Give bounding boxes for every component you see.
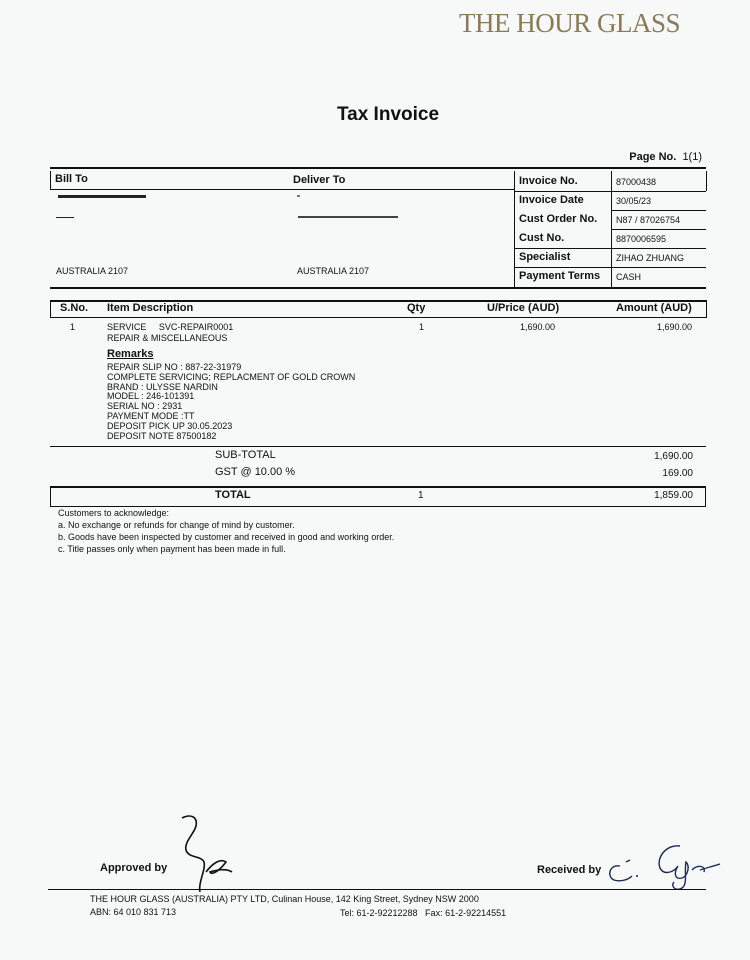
cust-order-no-label: Cust Order No. — [519, 213, 598, 225]
bill-to-address: AUSTRALIA 2107 — [56, 266, 129, 276]
invoice-date-value: 30/05/23 — [616, 196, 652, 206]
remark-line: SERIAL NO : 2931 — [107, 401, 183, 412]
deliver-to-label: Deliver To — [293, 174, 346, 186]
document-title: Tax Invoice — [336, 104, 440, 125]
redaction-mark — [58, 195, 146, 198]
bill-to-label: Bill To — [55, 173, 88, 185]
note-line: b. Goods have been inspected by customer and received in good and working order. — [58, 532, 395, 542]
row-description-line1: SERVICE SVC-REPAIR0001 — [107, 322, 234, 332]
note-line: Customers to acknowledge: — [58, 508, 170, 518]
received-by-label: Received by — [537, 864, 602, 876]
table-header-bottom-rule — [50, 317, 706, 318]
row-sno: 1 — [70, 322, 76, 332]
info-row-rule-1 — [514, 191, 706, 192]
remark-line: DEPOSIT NOTE 87500182 — [107, 430, 217, 441]
payment-terms-label: Payment Terms — [519, 270, 601, 282]
company-logo: THE HOUR GLASS — [458, 8, 680, 38]
footer-company-address: THE HOUR GLASS (AUSTRALIA) PTY LTD, Culinan House, 142 King Street, Sydney NSW 2000 — [90, 894, 479, 904]
row-qty: 1 — [419, 322, 425, 332]
approved-signature — [176, 812, 246, 896]
approved-by-label: Approved by — [100, 862, 168, 874]
note-line: c. Title passes only when payment has been made in full. — [58, 544, 286, 554]
remark-line: REPAIR SLIP NO : 887-22-31979 — [107, 362, 242, 372]
remark-line: DEPOSIT PICK UP 30.05.2023 — [107, 420, 233, 431]
row-amount: 1,690.00 — [656, 322, 692, 332]
specialist-label: Specialist — [519, 251, 571, 263]
subtotal-value: 1,690.00 — [654, 451, 693, 462]
total-box — [50, 486, 706, 507]
col-header-unit-price: U/Price (AUD) — [487, 302, 560, 314]
total-label: TOTAL — [215, 489, 251, 501]
gst-label: GST @ 10.00 % — [215, 466, 296, 478]
col-header-amount: Amount (AUD) — [616, 302, 692, 314]
footer-rule — [48, 889, 706, 890]
info-top-rule — [50, 167, 706, 169]
footer-contact: Tel: 61-2-92212288 Fax: 61-2-92214551 — [340, 908, 507, 918]
deliver-to-address: AUSTRALIA 2107 — [297, 266, 370, 276]
redaction-mark — [56, 217, 74, 218]
row-description — [107, 322, 233, 344]
invoice-no-label: Invoice No. — [519, 175, 578, 187]
subtotal-top-rule — [50, 446, 706, 447]
info-bottom-rule — [50, 287, 706, 289]
payment-terms-value: CASH — [616, 272, 642, 282]
table-header-right-rule — [706, 300, 707, 318]
info-divider-rule — [514, 171, 515, 287]
invoice-date-label: Invoice Date — [519, 194, 584, 206]
total-value: 1,859.00 — [654, 490, 693, 501]
invoice-no-value: 87000438 — [616, 177, 657, 187]
col-header-sno: S.No. — [60, 302, 89, 314]
page-number-value: 1(1) — [682, 151, 702, 163]
remark-line: PAYMENT MODE :TT — [107, 410, 195, 421]
page-number — [629, 151, 702, 163]
received-signature — [600, 836, 730, 892]
info-row-rule-4 — [514, 248, 706, 249]
specialist-value: ZIHAO ZHUANG — [616, 253, 685, 263]
remark-line: MODEL : 246-101391 — [107, 391, 195, 402]
remarks-title: Remarks — [107, 348, 154, 360]
info-row-rule-2 — [611, 210, 706, 211]
redaction-mark — [297, 195, 300, 197]
info-row-rule-5 — [514, 267, 706, 268]
row-description-line2: REPAIR & MISCELLANEOUS — [107, 333, 228, 343]
col-header-description: Item Description — [107, 302, 194, 314]
cust-order-no-value: N87 / 87026754 — [616, 215, 681, 225]
redaction-mark — [298, 216, 398, 218]
billto-row-rule — [50, 189, 514, 190]
note-line: a. No exchange or refunds for change of mind by customer. — [58, 520, 295, 530]
info-row-rule-3 — [611, 229, 706, 230]
cust-no-label: Cust No. — [519, 232, 565, 244]
subtotal-label: SUB-TOTAL — [215, 449, 276, 461]
gst-value: 169.00 — [662, 468, 693, 479]
cust-no-value: 8870006595 — [616, 234, 667, 244]
row-unit-price: 1,690.00 — [520, 322, 556, 332]
footer-abn: ABN: 64 010 831 713 — [90, 907, 177, 917]
remarks-list — [107, 363, 355, 441]
col-header-qty: Qty — [407, 302, 426, 314]
terms-notes — [58, 507, 394, 555]
billto-left-rule — [50, 171, 51, 189]
remark-line: BRAND : ULYSSE NARDIN — [107, 381, 218, 392]
info-right-rule — [706, 171, 707, 191]
page-number-label: Page No. — [629, 151, 677, 163]
remark-line: COMPLETE SERVICING; REPLACMENT OF GOLD CROWN — [107, 371, 356, 382]
table-header-left-rule — [50, 300, 51, 318]
total-qty: 1 — [418, 490, 424, 501]
